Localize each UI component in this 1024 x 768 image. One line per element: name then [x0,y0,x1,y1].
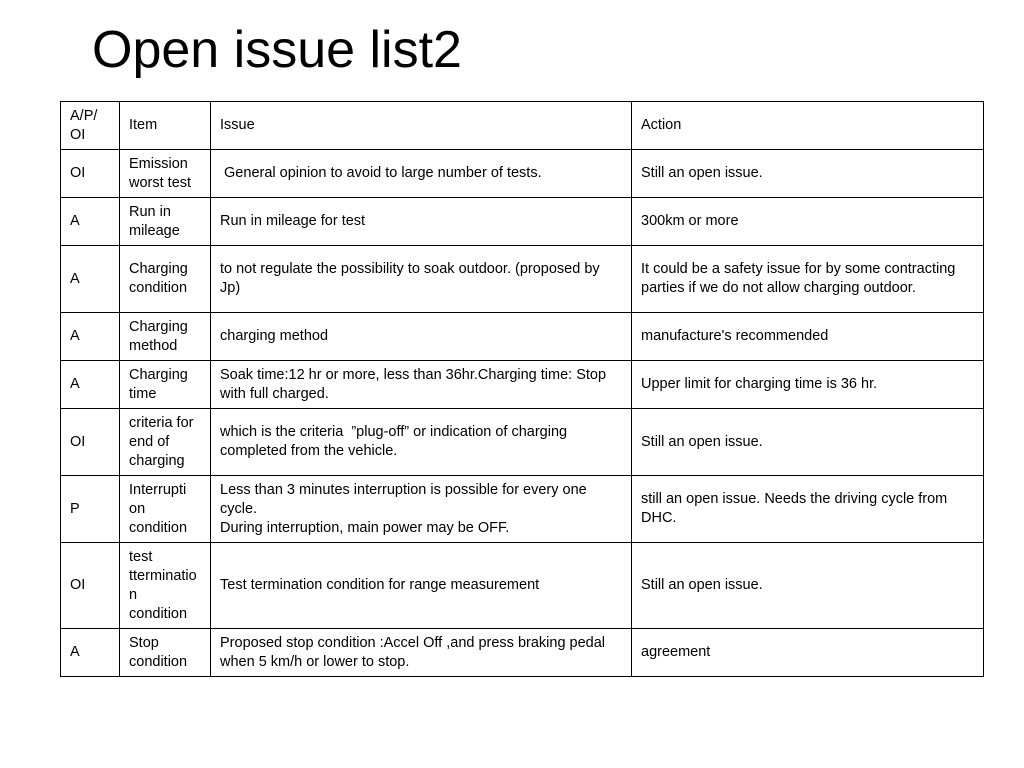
header-item: Item [120,102,211,150]
cell-issue: Less than 3 minutes interruption is possible for every one cycle. During interruption, main power may be OFF. [211,476,632,543]
table-row [61,150,984,198]
cell-item: Charging condition [120,246,211,313]
cell-ap: A [61,361,120,409]
table-row [61,313,984,361]
cell-item: Charging method [120,313,211,361]
cell-item: test tterminatio n condition [120,543,211,629]
cell-item: Charging time [120,361,211,409]
cell-action: Still an open issue. [632,409,984,476]
cell-issue: which is the criteria ”plug-off” or indication of charging completed from the vehicle. [211,409,632,476]
table-row [61,476,984,543]
header-issue: Issue [211,102,632,150]
cell-ap: A [61,629,120,677]
cell-item: Emission worst test [120,150,211,198]
cell-ap: P [61,476,120,543]
cell-issue: Test termination condition for range measurement [211,543,632,629]
cell-item: criteria for end of charging [120,409,211,476]
cell-issue: Soak time:12 hr or more, less than 36hr.Charging time: Stop with full charged. [211,361,632,409]
header-action: Action [632,102,984,150]
cell-issue: Proposed stop condition :Accel Off ,and press braking pedal when 5 km/h or lower to stop. [211,629,632,677]
cell-item: Stop condition [120,629,211,677]
cell-action: It could be a safety issue for by some contracting parties if we do not allow charging outdoor. [632,246,984,313]
cell-issue: to not regulate the possibility to soak outdoor. (proposed by Jp) [211,246,632,313]
table-row [61,629,984,677]
table-row [61,198,984,246]
cell-ap: OI [61,150,120,198]
page-title: Open issue list2 [92,21,462,79]
cell-action: 300km or more [632,198,984,246]
cell-ap: OI [61,409,120,476]
cell-ap: A [61,198,120,246]
cell-action: Upper limit for charging time is 36 hr. [632,361,984,409]
header-ap: A/P/ OI [61,102,120,150]
table-header-row [61,102,984,150]
table-row [61,409,984,476]
cell-ap: OI [61,543,120,629]
cell-issue: General opinion to avoid to large number of tests. [211,150,632,198]
cell-item: Run in mileage [120,198,211,246]
cell-issue: charging method [211,313,632,361]
table-row [61,543,984,629]
table-row [61,361,984,409]
cell-ap: A [61,313,120,361]
cell-action: manufacture's recommended [632,313,984,361]
cell-issue: Run in mileage for test [211,198,632,246]
cell-action: Still an open issue. [632,150,984,198]
table-row [61,246,984,313]
cell-action: Still an open issue. [632,543,984,629]
cell-item: Interrupti on condition [120,476,211,543]
cell-action: agreement [632,629,984,677]
open-issue-table [60,101,984,677]
cell-ap: A [61,246,120,313]
cell-action: still an open issue. Needs the driving cycle from DHC. [632,476,984,543]
